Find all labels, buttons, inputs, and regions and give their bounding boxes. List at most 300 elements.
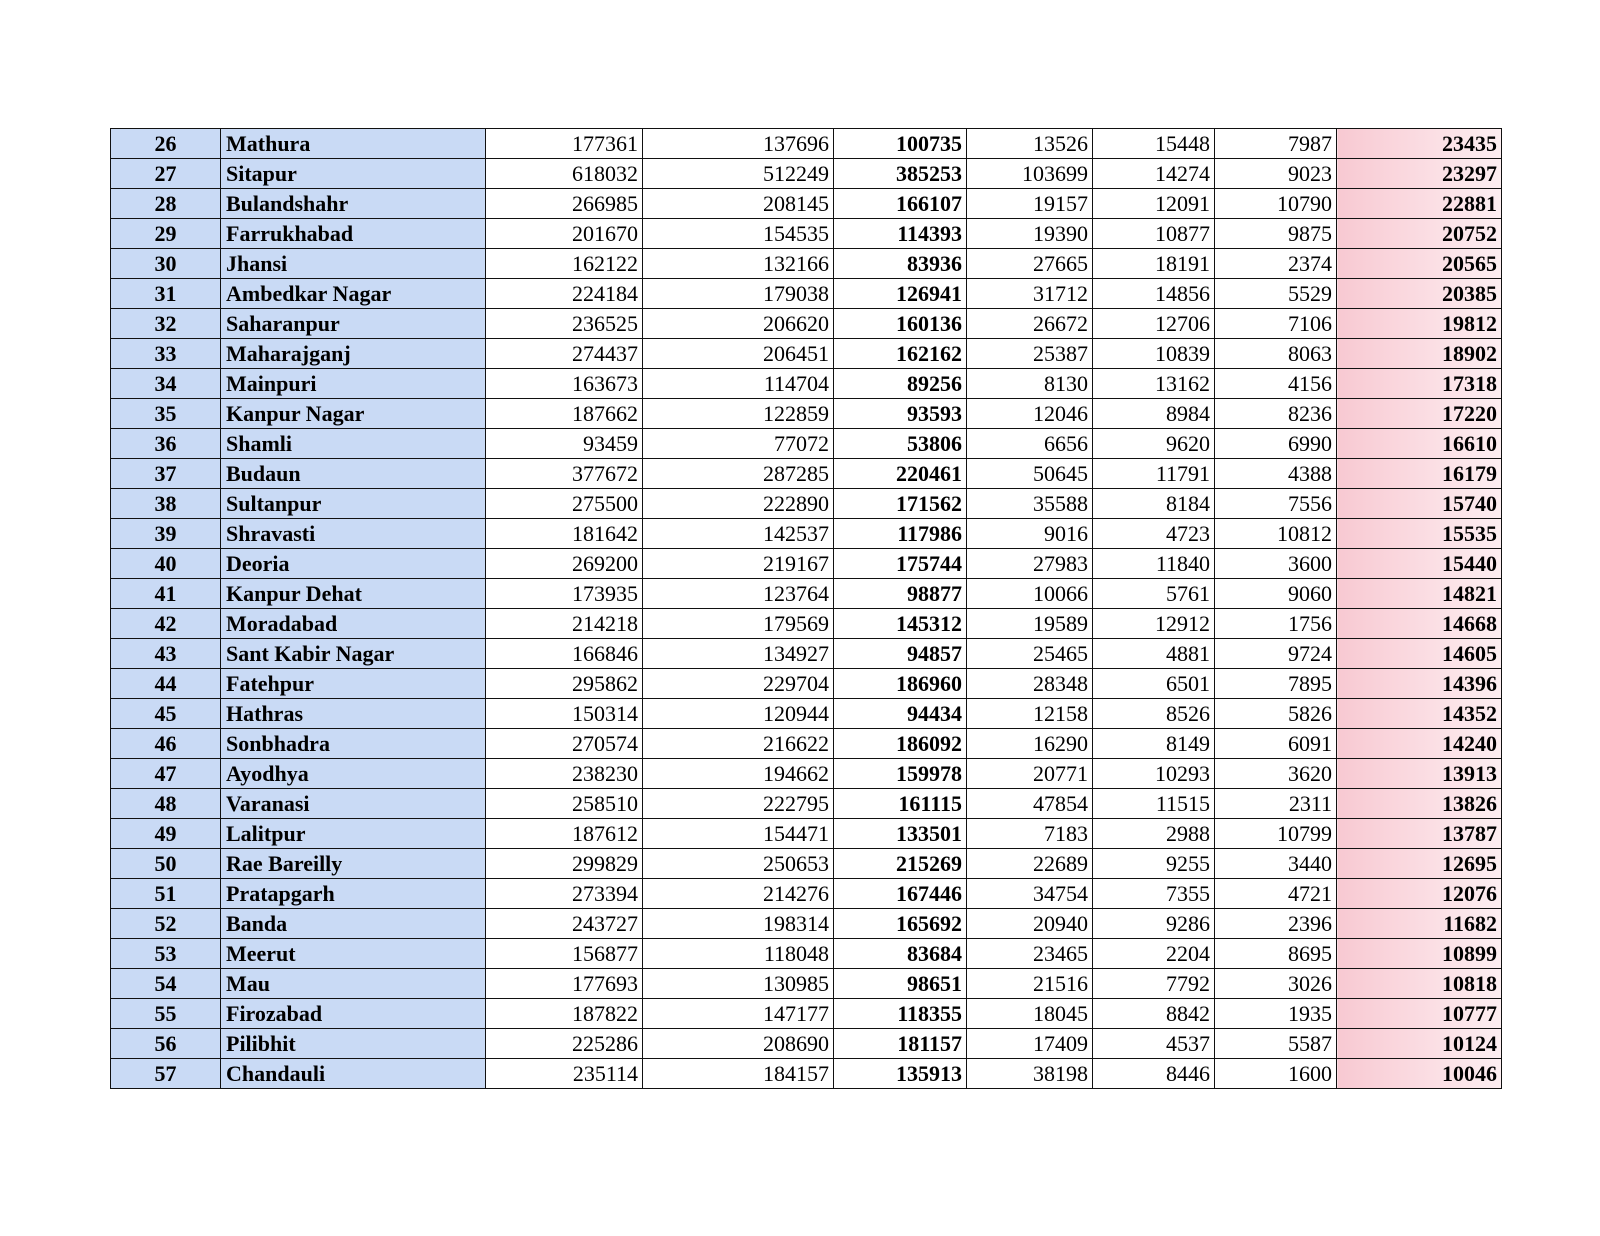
district-name-cell: Mathura (221, 129, 486, 159)
table-row (111, 729, 1502, 759)
value-cell-1: 618032 (486, 159, 643, 189)
district-name-cell: Mainpuri (221, 369, 486, 399)
value-cell-6: 8063 (1215, 339, 1337, 369)
district-name-cell: Pilibhit (221, 1029, 486, 1059)
value-cell-6: 6091 (1215, 729, 1337, 759)
table-row (111, 399, 1502, 429)
table-row (111, 249, 1502, 279)
value-cell-2: 120944 (643, 699, 834, 729)
value-cell-3: 175744 (834, 549, 967, 579)
value-cell-5: 2204 (1093, 939, 1215, 969)
value-cell-1: 236525 (486, 309, 643, 339)
table-row (111, 999, 1502, 1029)
value-cell-2: 219167 (643, 549, 834, 579)
value-cell-5: 4723 (1093, 519, 1215, 549)
value-cell-5: 8842 (1093, 999, 1215, 1029)
value-cell-3: 167446 (834, 879, 967, 909)
value-cell-1: 269200 (486, 549, 643, 579)
value-cell-3: 171562 (834, 489, 967, 519)
value-cell-2: 134927 (643, 639, 834, 669)
rank-cell: 29 (111, 219, 221, 249)
value-cell-3: 94857 (834, 639, 967, 669)
table-row (111, 549, 1502, 579)
value-cell-1: 163673 (486, 369, 643, 399)
score-cell: 19812 (1337, 309, 1502, 339)
rank-cell: 27 (111, 159, 221, 189)
district-name-cell: Fatehpur (221, 669, 486, 699)
value-cell-4: 10066 (967, 579, 1093, 609)
value-cell-3: 83936 (834, 249, 967, 279)
value-cell-3: 166107 (834, 189, 967, 219)
value-cell-1: 173935 (486, 579, 643, 609)
value-cell-4: 27665 (967, 249, 1093, 279)
table-row (111, 669, 1502, 699)
value-cell-2: 122859 (643, 399, 834, 429)
district-name-cell: Budaun (221, 459, 486, 489)
value-cell-3: 135913 (834, 1059, 967, 1089)
district-name-cell: Pratapgarh (221, 879, 486, 909)
rank-cell: 31 (111, 279, 221, 309)
value-cell-5: 15448 (1093, 129, 1215, 159)
value-cell-4: 23465 (967, 939, 1093, 969)
value-cell-4: 22689 (967, 849, 1093, 879)
value-cell-4: 7183 (967, 819, 1093, 849)
value-cell-5: 10293 (1093, 759, 1215, 789)
district-name-cell: Sonbhadra (221, 729, 486, 759)
district-name-cell: Meerut (221, 939, 486, 969)
value-cell-6: 7106 (1215, 309, 1337, 339)
score-cell: 10899 (1337, 939, 1502, 969)
value-cell-5: 4537 (1093, 1029, 1215, 1059)
value-cell-2: 222795 (643, 789, 834, 819)
value-cell-2: 216622 (643, 729, 834, 759)
score-cell: 16610 (1337, 429, 1502, 459)
rank-cell: 40 (111, 549, 221, 579)
score-cell: 15740 (1337, 489, 1502, 519)
value-cell-3: 118355 (834, 999, 967, 1029)
district-name-cell: Lalitpur (221, 819, 486, 849)
value-cell-6: 7895 (1215, 669, 1337, 699)
value-cell-3: 220461 (834, 459, 967, 489)
value-cell-5: 10839 (1093, 339, 1215, 369)
score-cell: 15535 (1337, 519, 1502, 549)
value-cell-6: 1935 (1215, 999, 1337, 1029)
value-cell-3: 145312 (834, 609, 967, 639)
value-cell-1: 181642 (486, 519, 643, 549)
value-cell-1: 93459 (486, 429, 643, 459)
rank-cell: 37 (111, 459, 221, 489)
table-row (111, 909, 1502, 939)
score-cell: 10046 (1337, 1059, 1502, 1089)
score-cell: 13787 (1337, 819, 1502, 849)
value-cell-4: 20771 (967, 759, 1093, 789)
value-cell-1: 150314 (486, 699, 643, 729)
value-cell-1: 201670 (486, 219, 643, 249)
value-cell-1: 224184 (486, 279, 643, 309)
value-cell-6: 1600 (1215, 1059, 1337, 1089)
value-cell-6: 3026 (1215, 969, 1337, 999)
table-row (111, 129, 1502, 159)
value-cell-4: 38198 (967, 1059, 1093, 1089)
value-cell-5: 14856 (1093, 279, 1215, 309)
district-name-cell: Hathras (221, 699, 486, 729)
value-cell-2: 114704 (643, 369, 834, 399)
value-cell-4: 19157 (967, 189, 1093, 219)
value-cell-5: 12706 (1093, 309, 1215, 339)
value-cell-2: 194662 (643, 759, 834, 789)
score-cell: 16179 (1337, 459, 1502, 489)
value-cell-4: 47854 (967, 789, 1093, 819)
district-name-cell: Deoria (221, 549, 486, 579)
value-cell-1: 275500 (486, 489, 643, 519)
rank-cell: 53 (111, 939, 221, 969)
value-cell-4: 18045 (967, 999, 1093, 1029)
value-cell-6: 3600 (1215, 549, 1337, 579)
score-cell: 13913 (1337, 759, 1502, 789)
score-cell: 20752 (1337, 219, 1502, 249)
value-cell-5: 8526 (1093, 699, 1215, 729)
score-cell: 12076 (1337, 879, 1502, 909)
value-cell-4: 21516 (967, 969, 1093, 999)
table-row (111, 1059, 1502, 1089)
value-cell-1: 162122 (486, 249, 643, 279)
value-cell-5: 11840 (1093, 549, 1215, 579)
score-cell: 11682 (1337, 909, 1502, 939)
value-cell-5: 12912 (1093, 609, 1215, 639)
value-cell-6: 8695 (1215, 939, 1337, 969)
value-cell-2: 132166 (643, 249, 834, 279)
value-cell-2: 154535 (643, 219, 834, 249)
value-cell-3: 83684 (834, 939, 967, 969)
value-cell-3: 385253 (834, 159, 967, 189)
table-row (111, 339, 1502, 369)
rank-cell: 36 (111, 429, 221, 459)
district-name-cell: Chandauli (221, 1059, 486, 1089)
value-cell-1: 166846 (486, 639, 643, 669)
district-name-cell: Maharajganj (221, 339, 486, 369)
value-cell-4: 27983 (967, 549, 1093, 579)
value-cell-4: 8130 (967, 369, 1093, 399)
value-cell-5: 11791 (1093, 459, 1215, 489)
value-cell-6: 4156 (1215, 369, 1337, 399)
value-cell-4: 12158 (967, 699, 1093, 729)
value-cell-2: 287285 (643, 459, 834, 489)
value-cell-2: 250653 (643, 849, 834, 879)
value-cell-5: 9620 (1093, 429, 1215, 459)
value-cell-6: 5826 (1215, 699, 1337, 729)
district-data-table (110, 128, 1502, 1089)
value-cell-6: 6990 (1215, 429, 1337, 459)
rank-cell: 50 (111, 849, 221, 879)
value-cell-6: 2396 (1215, 909, 1337, 939)
value-cell-1: 238230 (486, 759, 643, 789)
rank-cell: 38 (111, 489, 221, 519)
table-row (111, 519, 1502, 549)
value-cell-5: 8149 (1093, 729, 1215, 759)
score-cell: 14240 (1337, 729, 1502, 759)
value-cell-1: 156877 (486, 939, 643, 969)
district-name-cell: Bulandshahr (221, 189, 486, 219)
value-cell-6: 9875 (1215, 219, 1337, 249)
value-cell-4: 103699 (967, 159, 1093, 189)
rank-cell: 44 (111, 669, 221, 699)
rank-cell: 49 (111, 819, 221, 849)
value-cell-3: 117986 (834, 519, 967, 549)
score-cell: 22881 (1337, 189, 1502, 219)
district-name-cell: Kanpur Nagar (221, 399, 486, 429)
value-cell-2: 214276 (643, 879, 834, 909)
value-cell-4: 6656 (967, 429, 1093, 459)
value-cell-6: 3620 (1215, 759, 1337, 789)
rank-cell: 54 (111, 969, 221, 999)
value-cell-6: 9023 (1215, 159, 1337, 189)
value-cell-6: 8236 (1215, 399, 1337, 429)
value-cell-3: 165692 (834, 909, 967, 939)
district-name-cell: Moradabad (221, 609, 486, 639)
value-cell-2: 208690 (643, 1029, 834, 1059)
value-cell-5: 2988 (1093, 819, 1215, 849)
value-cell-5: 11515 (1093, 789, 1215, 819)
table-row (111, 849, 1502, 879)
value-cell-4: 20940 (967, 909, 1093, 939)
score-cell: 17318 (1337, 369, 1502, 399)
value-cell-5: 7355 (1093, 879, 1215, 909)
value-cell-2: 154471 (643, 819, 834, 849)
table-row (111, 639, 1502, 669)
value-cell-5: 4881 (1093, 639, 1215, 669)
value-cell-4: 25465 (967, 639, 1093, 669)
table-row (111, 609, 1502, 639)
rank-cell: 48 (111, 789, 221, 819)
table-row (111, 159, 1502, 189)
value-cell-1: 177693 (486, 969, 643, 999)
rank-cell: 55 (111, 999, 221, 1029)
value-cell-6: 2374 (1215, 249, 1337, 279)
value-cell-5: 8984 (1093, 399, 1215, 429)
value-cell-5: 14274 (1093, 159, 1215, 189)
score-cell: 20385 (1337, 279, 1502, 309)
value-cell-4: 25387 (967, 339, 1093, 369)
value-cell-3: 159978 (834, 759, 967, 789)
table-row (111, 369, 1502, 399)
value-cell-1: 377672 (486, 459, 643, 489)
score-cell: 18902 (1337, 339, 1502, 369)
rank-cell: 33 (111, 339, 221, 369)
value-cell-3: 162162 (834, 339, 967, 369)
value-cell-6: 5587 (1215, 1029, 1337, 1059)
value-cell-4: 19589 (967, 609, 1093, 639)
district-name-cell: Banda (221, 909, 486, 939)
value-cell-2: 184157 (643, 1059, 834, 1089)
district-name-cell: Farrukhabad (221, 219, 486, 249)
rank-cell: 45 (111, 699, 221, 729)
value-cell-1: 299829 (486, 849, 643, 879)
value-cell-6: 1756 (1215, 609, 1337, 639)
district-name-cell: Sultanpur (221, 489, 486, 519)
score-cell: 12695 (1337, 849, 1502, 879)
value-cell-2: 179569 (643, 609, 834, 639)
district-name-cell: Ayodhya (221, 759, 486, 789)
rank-cell: 57 (111, 1059, 221, 1089)
value-cell-4: 26672 (967, 309, 1093, 339)
value-cell-2: 198314 (643, 909, 834, 939)
table-row (111, 309, 1502, 339)
score-cell: 10124 (1337, 1029, 1502, 1059)
rank-cell: 39 (111, 519, 221, 549)
value-cell-3: 93593 (834, 399, 967, 429)
district-name-cell: Shamli (221, 429, 486, 459)
score-cell: 14605 (1337, 639, 1502, 669)
score-cell: 10818 (1337, 969, 1502, 999)
score-cell: 13826 (1337, 789, 1502, 819)
table-row (111, 819, 1502, 849)
rank-cell: 56 (111, 1029, 221, 1059)
score-cell: 14352 (1337, 699, 1502, 729)
district-name-cell: Sitapur (221, 159, 486, 189)
value-cell-1: 187612 (486, 819, 643, 849)
value-cell-2: 137696 (643, 129, 834, 159)
value-cell-4: 9016 (967, 519, 1093, 549)
value-cell-6: 10812 (1215, 519, 1337, 549)
value-cell-5: 10877 (1093, 219, 1215, 249)
table-row (111, 579, 1502, 609)
rank-cell: 30 (111, 249, 221, 279)
value-cell-1: 177361 (486, 129, 643, 159)
table-row (111, 699, 1502, 729)
value-cell-3: 126941 (834, 279, 967, 309)
table-body (111, 129, 1502, 1089)
district-name-cell: Firozabad (221, 999, 486, 1029)
score-cell: 20565 (1337, 249, 1502, 279)
value-cell-2: 147177 (643, 999, 834, 1029)
value-cell-1: 235114 (486, 1059, 643, 1089)
rank-cell: 43 (111, 639, 221, 669)
value-cell-2: 229704 (643, 669, 834, 699)
score-cell: 17220 (1337, 399, 1502, 429)
value-cell-2: 222890 (643, 489, 834, 519)
value-cell-4: 12046 (967, 399, 1093, 429)
value-cell-5: 9286 (1093, 909, 1215, 939)
value-cell-6: 9724 (1215, 639, 1337, 669)
district-name-cell: Jhansi (221, 249, 486, 279)
value-cell-2: 208145 (643, 189, 834, 219)
value-cell-3: 160136 (834, 309, 967, 339)
value-cell-6: 7556 (1215, 489, 1337, 519)
value-cell-2: 130985 (643, 969, 834, 999)
rank-cell: 51 (111, 879, 221, 909)
value-cell-2: 179038 (643, 279, 834, 309)
value-cell-3: 186092 (834, 729, 967, 759)
value-cell-1: 273394 (486, 879, 643, 909)
value-cell-6: 10799 (1215, 819, 1337, 849)
score-cell: 23297 (1337, 159, 1502, 189)
district-name-cell: Mau (221, 969, 486, 999)
value-cell-5: 13162 (1093, 369, 1215, 399)
district-name-cell: Sant Kabir Nagar (221, 639, 486, 669)
value-cell-2: 206451 (643, 339, 834, 369)
rank-cell: 35 (111, 399, 221, 429)
value-cell-6: 5529 (1215, 279, 1337, 309)
value-cell-4: 35588 (967, 489, 1093, 519)
value-cell-3: 114393 (834, 219, 967, 249)
value-cell-5: 9255 (1093, 849, 1215, 879)
rank-cell: 32 (111, 309, 221, 339)
value-cell-3: 98877 (834, 579, 967, 609)
value-cell-2: 206620 (643, 309, 834, 339)
district-name-cell: Shravasti (221, 519, 486, 549)
rank-cell: 47 (111, 759, 221, 789)
district-name-cell: Rae Bareilly (221, 849, 486, 879)
value-cell-1: 243727 (486, 909, 643, 939)
value-cell-6: 7987 (1215, 129, 1337, 159)
value-cell-3: 186960 (834, 669, 967, 699)
value-cell-1: 187662 (486, 399, 643, 429)
value-cell-1: 225286 (486, 1029, 643, 1059)
table-row (111, 759, 1502, 789)
value-cell-4: 34754 (967, 879, 1093, 909)
value-cell-6: 9060 (1215, 579, 1337, 609)
value-cell-1: 187822 (486, 999, 643, 1029)
value-cell-1: 274437 (486, 339, 643, 369)
table-row (111, 969, 1502, 999)
value-cell-5: 6501 (1093, 669, 1215, 699)
value-cell-4: 17409 (967, 1029, 1093, 1059)
value-cell-4: 50645 (967, 459, 1093, 489)
value-cell-5: 7792 (1093, 969, 1215, 999)
rank-cell: 46 (111, 729, 221, 759)
value-cell-1: 214218 (486, 609, 643, 639)
value-cell-6: 4388 (1215, 459, 1337, 489)
value-cell-4: 13526 (967, 129, 1093, 159)
value-cell-1: 266985 (486, 189, 643, 219)
district-name-cell: Ambedkar Nagar (221, 279, 486, 309)
table-row (111, 189, 1502, 219)
score-cell: 23435 (1337, 129, 1502, 159)
value-cell-3: 181157 (834, 1029, 967, 1059)
value-cell-2: 512249 (643, 159, 834, 189)
value-cell-2: 123764 (643, 579, 834, 609)
value-cell-1: 258510 (486, 789, 643, 819)
rank-cell: 26 (111, 129, 221, 159)
value-cell-2: 118048 (643, 939, 834, 969)
score-cell: 14396 (1337, 669, 1502, 699)
value-cell-3: 94434 (834, 699, 967, 729)
value-cell-2: 142537 (643, 519, 834, 549)
table-row (111, 939, 1502, 969)
value-cell-4: 16290 (967, 729, 1093, 759)
value-cell-5: 8446 (1093, 1059, 1215, 1089)
value-cell-4: 19390 (967, 219, 1093, 249)
value-cell-3: 98651 (834, 969, 967, 999)
table-row (111, 279, 1502, 309)
district-name-cell: Saharanpur (221, 309, 486, 339)
value-cell-3: 89256 (834, 369, 967, 399)
score-cell: 14668 (1337, 609, 1502, 639)
table-row (111, 1029, 1502, 1059)
value-cell-5: 5761 (1093, 579, 1215, 609)
value-cell-3: 100735 (834, 129, 967, 159)
value-cell-3: 161115 (834, 789, 967, 819)
value-cell-5: 8184 (1093, 489, 1215, 519)
table-row (111, 459, 1502, 489)
value-cell-6: 3440 (1215, 849, 1337, 879)
table-row (111, 429, 1502, 459)
table-row (111, 489, 1502, 519)
rank-cell: 52 (111, 909, 221, 939)
rank-cell: 28 (111, 189, 221, 219)
value-cell-6: 2311 (1215, 789, 1337, 819)
score-cell: 15440 (1337, 549, 1502, 579)
